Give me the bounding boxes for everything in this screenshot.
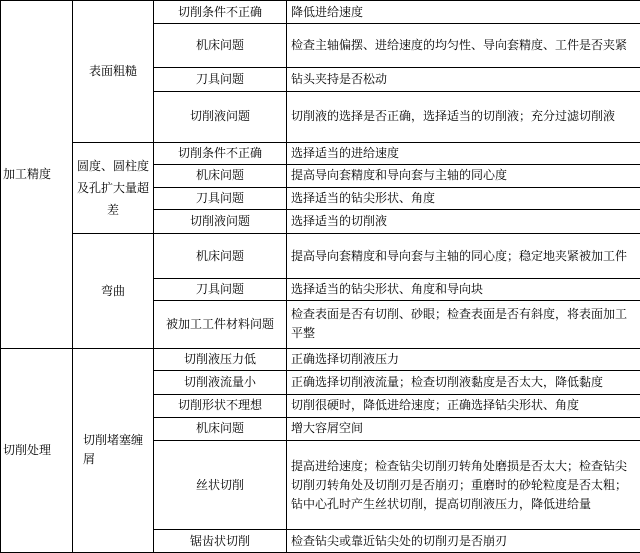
subcategory-cell: 弯曲 [73,233,154,348]
problem-cell: 切削液问题 [154,91,287,142]
problem-cell: 被加工工件材料问题 [154,300,287,348]
solution-cell: 选择适当的进给速度 [287,142,640,164]
problem-cell: 切削液压力低 [154,348,287,370]
problem-cell: 切削形状不理想 [154,394,287,417]
solution-cell: 检查钻尖或靠近钻尖处的切削刃是否崩刃 [287,530,640,553]
problem-cell: 切削条件不正确 [154,142,287,164]
solution-cell: 选择适当的钻尖形状、角度 [287,187,640,209]
table-row [1,348,640,370]
solution-cell: 选择适当的切削液 [287,210,640,233]
subcategory-cell: 表面粗糙 [73,1,154,143]
solution-cell: 提高导向套精度和导向套与主轴的同心度；稳定地夹紧被加工件 [287,233,640,279]
problem-cell: 机床问题 [154,233,287,279]
solution-cell: 检查主轴偏摆、进给速度的均匀性、导向套精度、工件是否夹紧 [287,24,640,68]
problem-cell: 切削液流量小 [154,371,287,394]
solution-cell: 降低进给速度 [287,1,640,24]
category-cell: 加工精度 [1,1,73,349]
solution-cell: 切削液的选择是否正确，选择适当的切削液；充分过滤切削液 [287,91,640,142]
problem-cell: 切削条件不正确 [154,1,287,24]
table-row [1,142,640,164]
solution-cell: 切削很硬时，降低进给速度；正确选择钻尖形状、角度 [287,394,640,417]
problem-cell: 丝状切削 [154,440,287,530]
category-cell: 切削处理 [1,348,73,552]
solution-cell: 正确选择切削液压力 [287,348,640,370]
solution-cell: 钻头夹持是否松动 [287,68,640,91]
solution-cell: 检查表面是否有切削、砂眼；检查表面是否有斜度，将表面加工平整 [287,300,640,348]
subcategory-cell: 切削堵塞缠屑 [73,348,154,552]
table-row [1,1,640,24]
solution-cell: 增大容屑空间 [287,418,640,440]
problem-cell: 刀具问题 [154,187,287,209]
problem-cell: 机床问题 [154,418,287,440]
problem-cell: 机床问题 [154,24,287,68]
solution-cell: 正确选择切削液流量；检查切削液黏度是否太大，降低黏度 [287,371,640,394]
problem-cell: 刀具问题 [154,279,287,300]
problem-cell: 机床问题 [154,165,287,187]
subcategory-cell: 圆度、圆柱度及孔扩大量超差 [73,142,154,233]
solution-cell: 提高导向套精度和导向套与主轴的同心度 [287,165,640,187]
problem-cell: 刀具问题 [154,68,287,91]
solution-cell: 提高进给速度；检查钻尖切削刃转角处磨损是否太大；检查钻尖切削刃转角处及切削刃是否崩刃；重磨时的砂轮粒度是否太粗；钻中心孔时产生丝状切削，提高切削液压力，降低进给量 [287,440,640,530]
problem-cell: 锯齿状切削 [154,530,287,553]
solution-cell: 选择适当的钻尖形状、角度和导向块 [287,279,640,300]
problem-cell: 切削液问题 [154,210,287,233]
table-row [1,233,640,279]
